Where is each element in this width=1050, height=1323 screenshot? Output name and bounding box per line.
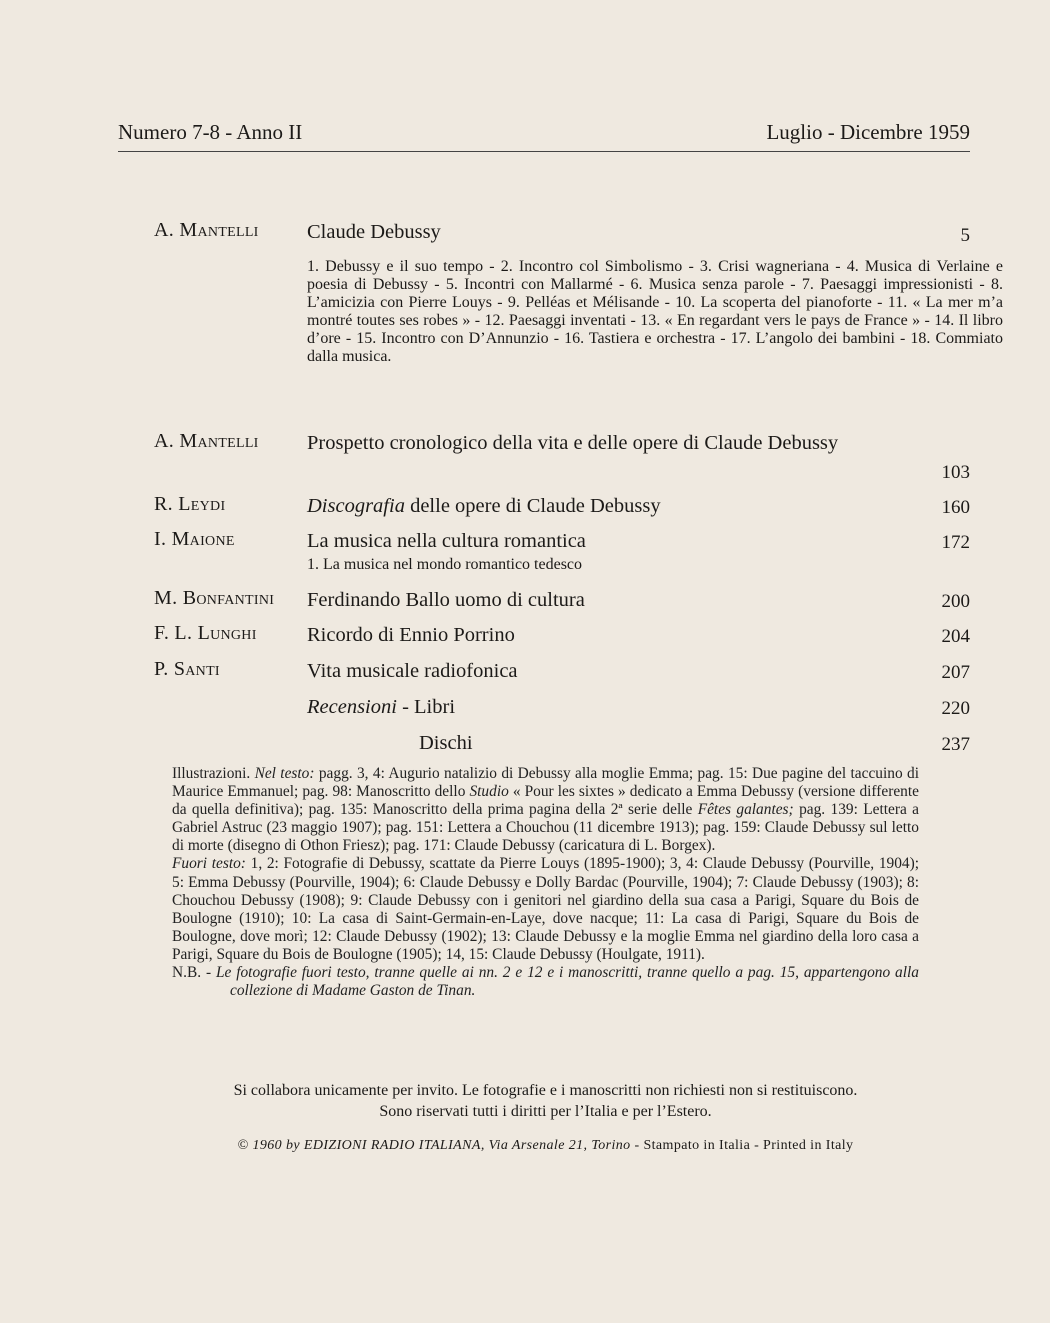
page-number: 200 — [941, 591, 970, 612]
issue-date: Luglio - Dicembre 1959 — [766, 120, 970, 144]
author: A. Mantelli — [154, 430, 259, 452]
collaboration-notice — [118, 1080, 973, 1122]
page-number: 160 — [941, 497, 970, 518]
page-number: 220 — [941, 698, 970, 719]
toc-entry — [154, 430, 974, 490]
author: R. Leydi — [154, 493, 226, 515]
illustrations-nel-testo: Illustrazioni. Nel testo: pagg. 3, 4: Augurio natalizio di Debussy alla moglie Emma; pag. 15: Due pagine del taccuino di Maurice Emmanuel; pag. 98: Manoscritto dello Studio « Pour les sixtes » dedicato a Emma Debussy (versione differente da quella definitiva); pag. 135: Manoscritto della prima pagina della 2ª serie delle Fêtes galantes; pag. 139: Lettera a Gabriel Astruc (23 maggio 1907); pag. 151: Lettera a Chouchou (11 dicembre 1913); pag. 159: Claude Debussy sul letto di morte (disegno di Othon Friesz); pag. 171: Claude Debussy (caricatura di L. Borgex). — [172, 765, 919, 855]
article-title: Ricordo di Ennio Porrino — [307, 624, 515, 646]
article-title: Prospetto cronologico della vita e delle opere di Claude Debussy — [307, 432, 839, 454]
author: P. Santi — [154, 658, 220, 680]
printed-in: - Stampato in Italia - Printed in Italy — [634, 1138, 854, 1153]
author: F. L. Lunghi — [154, 622, 257, 644]
imprint-footer — [118, 1138, 973, 1154]
page-number: 172 — [941, 532, 970, 553]
illustrations-fuori-testo: Fuori testo: 1, 2: Fotografie di Debussy, scattate da Pierre Louys (1895-1900); 3, 4: Claude Debussy (Pourville, 1904); 5: Emma Debussy (Pourville, 1904); 6: Claude Debussy e Dolly Bardac (Pourville, 1904); 7: Claude Debussy (1903); 8: Chouchou Debussy (1908); 9: Claude Debussy con i genitori nel giardino della sua casa a Parigi, Square du Bois de Boulogne (1910); 10: La casa di Saint-Germain-en-Laye, dove nacque; 11: La casa di Parigi, Square du Bois de Boulogne, dove morì; 12: Claude Debussy (1902); 13: Claude Debussy e la moglie Emma nel giardino della loro casa a Parigi, Square du Bois de Boulogne (1905); 14, 15: Claude Debussy (Houlgate, 1911). — [172, 855, 919, 963]
author: I. Maione — [154, 528, 235, 550]
toc-entry — [154, 730, 974, 760]
author: M. Bonfantini — [154, 587, 275, 609]
toc-entry — [154, 528, 974, 578]
article-title: Dischi — [419, 732, 473, 754]
article-summary: 1. Debussy e il suo tempo - 2. Incontro col Simbolismo - 3. Crisi wagneriana - 4. Musica di Verlaine e poesia di Debussy - 5. Incontri con Mallarmé - 6. Musica senza parole - 7. Paesaggi impressionisti - 8. L’amicizia con Pierre Louys - 9. Pelléas et Mélisande - 10. La scoperta del pianoforte - 11. « La mer m’a montré toutes ses robes » - 12. Paesaggi inventati - 13. « En regardant vers le pays de France » - 14. Il libro d’ore - 15. Incontro con D’Annunzio - 16. Tastiera e orchestra - 17. L’angolo dei bambini - 18. Commiato dalla musica. — [307, 258, 1003, 365]
article-title: Vita musicale radiofonica — [307, 660, 518, 682]
article-title: Recensioni - Libri — [307, 696, 456, 718]
page-number: 5 — [960, 225, 970, 246]
article-title: Ferdinando Ballo uomo di cultura — [307, 589, 585, 611]
page-number: 237 — [941, 734, 970, 755]
toc-entry — [154, 493, 974, 523]
page-number: 103 — [941, 462, 970, 483]
toc-entry — [154, 622, 974, 652]
article-title: Claude Debussy — [307, 221, 441, 243]
page-number: 207 — [941, 662, 970, 683]
header-rule — [118, 151, 970, 152]
article-title: Discografia delle opere di Claude Debussy — [307, 495, 661, 517]
toc-entry — [154, 219, 1003, 419]
article-title: La musica nella cultura romantica — [307, 530, 586, 552]
toc-entry — [154, 587, 974, 617]
notice-line-2: Sono riservati tutti i diritti per l’Italia e per l’Estero. — [379, 1103, 712, 1120]
toc-entry — [154, 658, 974, 688]
author: A. Mantelli — [154, 219, 259, 241]
illustrations-nb: N.B. - Le fotografie fuori testo, tranne quelle ai nn. 2 e 12 e i manoscritti, tranne quello a pag. 15, appartengono alla collezione di Madame Gaston de Tinan. — [172, 964, 919, 1000]
issue-number: Numero 7-8 - Anno II — [118, 120, 303, 144]
article-summary: 1. La musica nel mondo romantico tedesco — [307, 556, 583, 573]
toc-entry — [154, 694, 974, 724]
illustrations-section — [172, 765, 919, 1000]
issue-header — [118, 120, 970, 152]
notice-line-1: Si collabora unicamente per invito. Le fotografie e i manoscritti non richiesti non si restituiscono. — [233, 1082, 858, 1099]
page-number: 204 — [941, 626, 970, 647]
copyright: © 1960 by EDIZIONI RADIO ITALIANA, Via Arsenale 21, Torino — [237, 1138, 631, 1153]
